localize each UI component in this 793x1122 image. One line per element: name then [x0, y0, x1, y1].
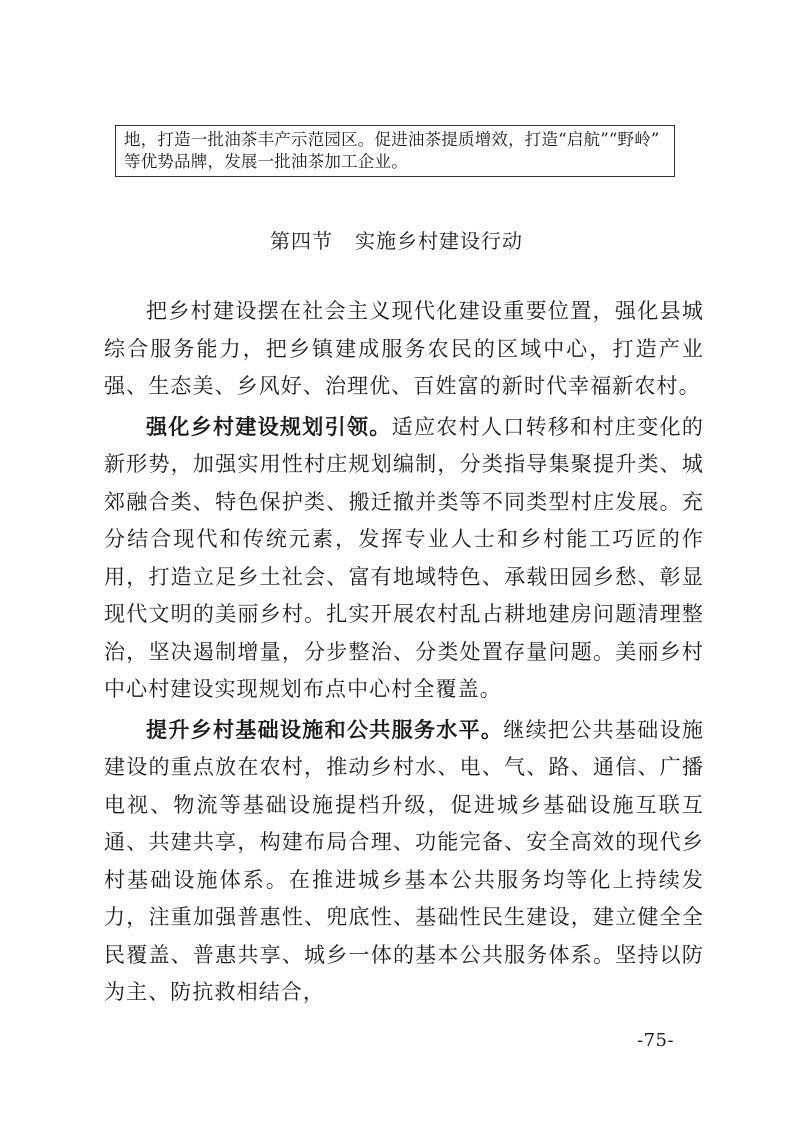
paragraph-text: 把乡村建设摆在社会主义现代化建设重要位置，强化县城综合服务能力，把乡镇建成服务农民的区域中心，打造产业强、生态美、乡风好、治理优、百姓富的新时代幸福新农村。 [104, 299, 704, 398]
section-number: 第四节 [270, 229, 333, 253]
paragraph [104, 712, 704, 1012]
continued-text-box [115, 125, 675, 177]
body-text [104, 293, 704, 1012]
box-line-1: 地，打造一批油茶丰产示范园区。促进油茶提质增效，打造“启航”“野岭” [124, 130, 660, 149]
page-number: -75- [637, 1030, 675, 1051]
paragraph-text: 适应农村人口转移和村庄变化的新形势，加强实用性村庄规划编制，分类指导集聚提升类、城郊融合类、特色保护类、搬迁撤并类等不同类型村庄发展。充分结合现代和传统元素，发挥专业人士和乡村能工巧匠的作用，打造立足乡土社会、富有地域特色、承载田园乡愁、彰显现代文明的美丽乡村。扎实开展农村乱占耕地建房问题清理整治，坚决遏制增量，分步整治、分类处置存量问题。美丽乡村中心村建设实现规划布点中心村全覆盖。 [104, 414, 704, 701]
paragraph-lead: 提升乡村基础设施和公共服务水平。 [146, 717, 504, 742]
section-title: 实施乡村建设行动 [355, 229, 523, 253]
paragraph [104, 293, 704, 406]
section-heading [0, 226, 793, 256]
paragraph-text: 继续把公共基础设施建设的重点放在农村，推动乡村水、电、气、路、通信、广播电视、物流等基础设施提档升级，促进城乡基础设施互联互通、共建共享，构建布局合理、功能完备、安全高效的现代乡村基础设施体系。在推进城乡基本公共服务均等化上持续发力，注重加强普惠性、兜底性、基础性民生建设，建立健全全民覆盖、普惠共享、城乡一体的基本公共服务体系。坚持以防为主、防抗救相结合， [104, 717, 704, 1004]
paragraph-lead: 强化乡村建设规划引领。 [146, 414, 392, 439]
box-line-2: 等优势品牌，发展一批油茶加工企业。 [124, 152, 408, 171]
paragraph [104, 409, 704, 709]
